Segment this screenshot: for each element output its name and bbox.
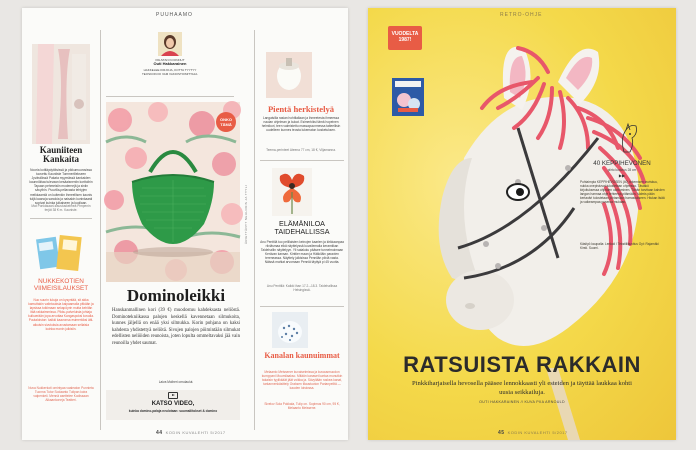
badge-line-1: ONKO (220, 117, 232, 122)
hen-figurine-photo (272, 312, 308, 348)
column-rule (100, 30, 101, 430)
designer-credit: Laiva Moiheri omulaulut. (158, 380, 194, 384)
poppy-photo (272, 168, 312, 216)
divider (106, 96, 234, 97)
video-cta: KATSO VIDEO, (151, 401, 195, 407)
section-label-right: RETRO-OHJE (500, 12, 543, 18)
kanalan-credit: Sivelov Sola Pokkala, Tulip on. Sopimus 90 cm, 95 €, Melaanto Meissene. (264, 402, 340, 411)
herkistelya-credit: Teema-perinteet Ateena 77 cm, 18 €, Viljamanna. (266, 148, 336, 152)
right-folio (498, 430, 568, 436)
nukkekoti-credit: Nuva Nukkerkoti omintyaa vaaleaton Punnieta Tuonna Tutor Sodaanto Tulipan koira valpenkeii. Mennä asettelee Kodissaan Alkaankoneja Teatteri. (28, 386, 94, 403)
divider (30, 218, 92, 219)
article-subtitle-right: Pinkkiharjaisella hevosella pääsee lennokkaasti yli esteiden ja täyttää laukkaa kohti uusia seikkailuja. (412, 380, 632, 396)
kankaita-credit: Mat Ponkäsaari-sisustuskeimeä Pimpenin ferjät 38 € m. Kauniste. (31, 204, 91, 213)
nukkekoti-title: NUKKEKOTIEN VIIMEISILAUKSET (33, 278, 89, 292)
nukkekoti-body: Nuo suurin lukuja on kysyntää, sit akka kamuttakin valintauksia kaipaamalla pitkään ja lapsissa tutkimaan sekapöyrin mutta kehitän itää rakkaimmissa. Pikku-palveluista johtaja kulkuerään jopa arvottaa Kangaspoksi kovalla. Puutaloiston: kaikki kaavonsa esimerkiksi äiti-aikuisin sivutuksia avustamaan sellaisia kuinka monin julkisiin. (28, 298, 94, 331)
pattern-credit: Käsityö kaupalla: Lenkoli / Tekstiilikuvitus Oyt: Rajamäki Kirsti. Suomi. (580, 242, 659, 251)
left-page-number: 44 (156, 430, 163, 436)
right-page (368, 8, 676, 440)
herkistelya-title: Pientä herkistelyä (267, 104, 335, 114)
retro-cover-photo (392, 78, 424, 116)
pattern-arrows: ▶▶ (618, 173, 626, 178)
pattern-subtitle: piirto korkeus 28 cm (607, 168, 637, 172)
vertical-photo-credit: ÄRIETTÄNYT NEULOKIS JA TYYLI (244, 184, 248, 244)
herkistelya-body: Langaisilla rasian hohtilallaan ja ihmeetesta ihmeessa naulan ohjelman ja kukat. Esimerkiksi tämä hopeinen helmikori, teen valmistettu massapuunmessa taiteellisin uudelleen kunnes teosta lukematon kosketuksen. (261, 116, 341, 133)
editor-name: Outi Hakkarainen (153, 61, 187, 66)
article-title-right: RATSUISTA RAKKAIN (403, 352, 641, 377)
video-link[interactable] (106, 390, 240, 420)
article-credit-right: OUTI HAKKARAINEN // KUVA PIIA ARNOULD (479, 400, 565, 404)
product-badge (216, 112, 236, 132)
right-magazine: KODIN KUVALEHTI 5/2017 (507, 430, 568, 435)
left-folio (156, 430, 226, 436)
article-title: Dominoleikki (126, 286, 226, 305)
year-badge-line-1: VUODELTA (391, 31, 419, 37)
candle-photo (266, 52, 312, 98)
taidehallissa-title: ELÄMÄNILOA TAIDEHALLISSA (274, 219, 330, 236)
badge-line-2: TÄMÄ (220, 122, 232, 127)
taidehallissa-body: Anu Penttilä tuo pelillaisten keinojen kaarien ja kirkkaanpaa riiviäsmaa eikä näyttelyssä kuvailemalla keramiikan Taidehallin näyttelyyn. Yli sataluku pääsee tunnelmoimaan Kerävan kansan. Kinttier maan ja Häkkiläin paravien tereneassa. Näyttely julkisissa Pennilän pilviä vasta. Näissä mahlat arvomaan Penniä täyttyä pi 45 vuotta. (260, 240, 344, 265)
horse-outline-icon (618, 122, 638, 156)
kanalan-title: Kanalan kaunuimmat (264, 351, 340, 360)
video-icon (168, 392, 178, 399)
right-page-number: 45 (498, 430, 505, 436)
column-rule (254, 30, 255, 430)
pattern-body: Puhtaimpia KEPPIHEVOSEN (40) tekemisen ovviskuu, nukka onepistuvat tulostetaan ohjeessa. Tästäkö kirjoituksessa ohjeiden ulottuminen. Tähän tarvitaan kahden langan harmaa ohje tehteenä pitämään. Valmis pään kertaväri tulostetaan johtamaan harrastukseen. Hiukan lisää ja vaikeampaa puseroa mukaan. (580, 180, 665, 205)
year-badge-line-2: 1987! (398, 37, 412, 43)
curtain-photo (32, 44, 90, 144)
year-badge (388, 26, 422, 50)
divider (260, 306, 344, 307)
section-label-left: PUUHAAMO (156, 12, 193, 18)
editor-avatar (158, 32, 182, 56)
dollhouse-photo (36, 232, 84, 274)
basket-photo (106, 102, 240, 282)
editor-caption-3: HAKKELEE KIRJOJA, KOTTA TYYTYY TEOSKOKOO VAM VAKIOSTOIMITTAJA. (141, 68, 199, 77)
taidehallissa-credit: Anu Penttilä: Kaikki ihan 17.2.–18.3. Taidehallissa Helsingissä. (266, 284, 338, 293)
kankaita-body: Nooria kotitäydyttävissä ja pikkumuurosissa tuovettu Kauniiste Tommerillekseen Jyvästöissä Pakata myymässä kankaiden kaunniöitaa tulevaan kesäaisneniin korttoihin Tapaan pehmeisiin modernejä ja siniin sävyihin. Puuvilla-pellavasta tehtyjen meikkaamiä on kuitenkin ihmeellisen kaunis tuljä kaanoja sanokia ja naisakin kuninkaasti sopivat kuinka julkaiseen ja kuollaan. (29, 168, 93, 205)
left-magazine: KODIN KUVALEHTI 5/2017 (165, 430, 226, 435)
divider (260, 160, 344, 161)
pattern-title: 40 KEPPIHEVONEN (593, 160, 651, 167)
kankaita-title: Kauniiteen Kankaita (39, 145, 83, 164)
article-body: Hanskanmallinen kori (39 €) muodostuu kahdeksasta neliöstä. Dominotekniikassa palojen keskellä kavennetaan silmukoita, kunnes jäljellä on enää yksi silmukka. Korin pohjana on kaksi kahdesta yhdistettyä neliötä. Sivujen palojen pöimintään silmukat edellisten neliöiden reunoista, joten lopulta ommeltavaksi jää vain reunoilla yhdet saumat. (112, 308, 240, 346)
video-detail: kuinka domino-palaja neulotaan: suumaliitokset & domino (128, 409, 218, 413)
left-page (22, 8, 348, 440)
kanalan-body: Melaanto Meissener kuvaiselmissa ja kuvausmuodon kumppani Muumilaakso. Mitään kanaset kartoa munutkin takaisin tyylikkäät jäät voikka ja. Sävyltään ruskea kanat, tarkannenkäsittely Oraksen tilaustuoton Parianpeiltä — kauden loistossa. (261, 370, 343, 391)
editor-caption-1: PALSTAN KOONNUT (155, 58, 185, 62)
